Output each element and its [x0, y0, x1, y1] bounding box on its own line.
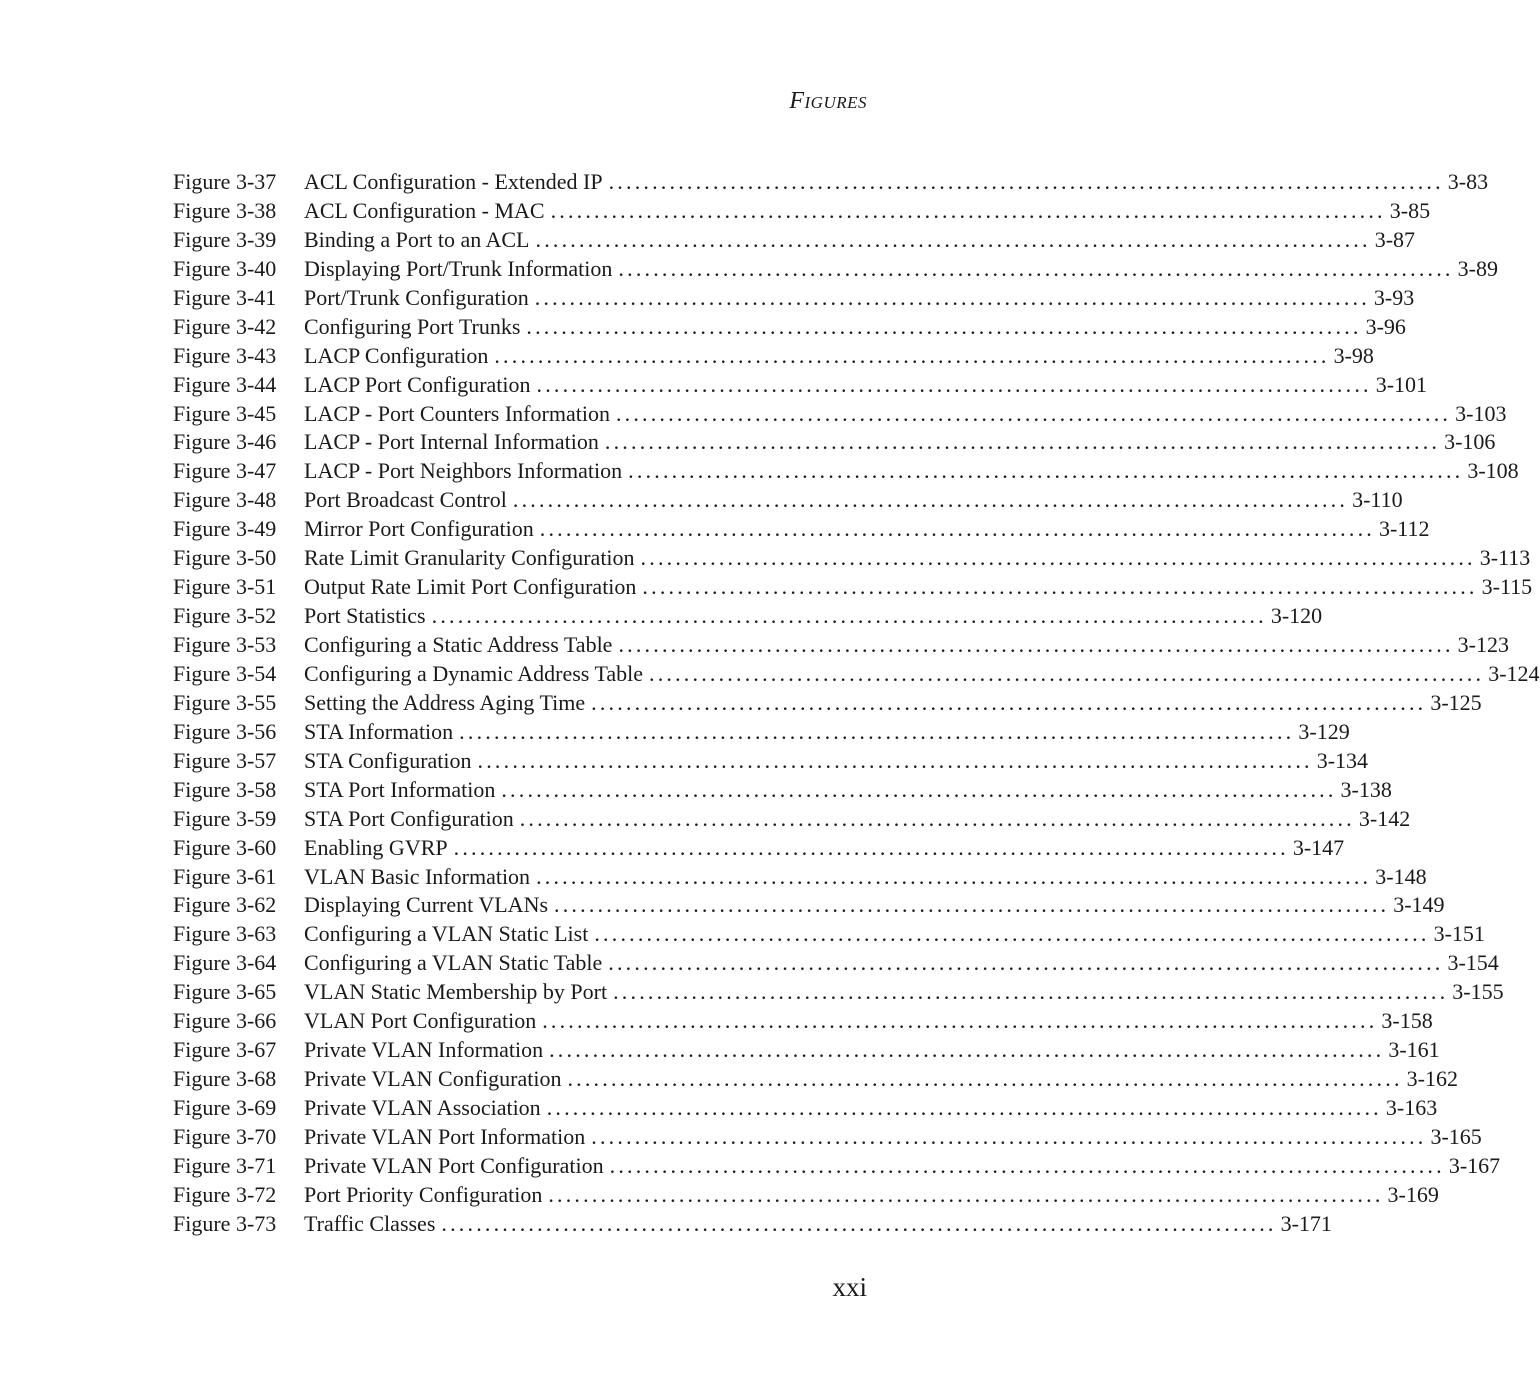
- dot-leader: ................................................................................................: [649, 660, 1485, 686]
- figure-title: Private VLAN Configuration: [304, 1066, 562, 1092]
- figure-page: 3-163: [1385, 1095, 1438, 1120]
- dot-leader: ................................................................................................: [615, 400, 1452, 426]
- figure-number: Figure 3-43: [173, 342, 277, 368]
- figure-title: LACP - Port Neighbors Information: [304, 458, 623, 484]
- figure-title: Configuring a VLAN Static Table: [304, 950, 603, 976]
- figure-number: Figure 3-53: [173, 632, 277, 657]
- figure-number: Figure 3-58: [173, 776, 277, 802]
- list-item: [173, 834, 1345, 863]
- figure-number: Figure 3-39: [173, 226, 277, 252]
- figure-title: Private VLAN Port Configuration: [304, 1152, 604, 1178]
- figure-page: 3-129: [1298, 718, 1350, 744]
- figure-title: VLAN Port Configuration: [304, 1008, 537, 1034]
- dot-leader: ................................................................................................: [535, 226, 1371, 252]
- figure-title: ACL Configuration - MAC: [304, 197, 545, 223]
- running-head: Figures: [789, 88, 867, 114]
- figure-page: 3-110: [1352, 487, 1403, 513]
- figure-title: Setting the Address Aging Time: [304, 689, 586, 715]
- figure-number: Figure 3-56: [173, 718, 277, 744]
- dot-leader: ................................................................................................: [628, 458, 1464, 484]
- figure-number: Figure 3-40: [173, 255, 277, 281]
- dot-leader: ................................................................................................: [536, 863, 1372, 889]
- figure-page: 3-96: [1365, 313, 1406, 339]
- figure-title: Output Rate Limit Port Configuration: [304, 574, 637, 600]
- figure-title: Port Statistics: [304, 603, 426, 629]
- figure-number: Figure 3-70: [173, 1123, 277, 1149]
- figure-number: Figure 3-63: [173, 921, 277, 947]
- dot-leader: ................................................................................................: [594, 921, 1430, 947]
- list-item: [173, 1210, 1332, 1239]
- figure-title: Displaying Port/Trunk Information: [304, 255, 613, 281]
- figure-page: 3-167: [1448, 1152, 1501, 1178]
- page-number: xxi: [832, 1272, 867, 1302]
- list-item: [173, 428, 1496, 457]
- figure-number: Figure 3-42: [173, 313, 277, 339]
- dot-leader: ................................................................................................: [642, 574, 1478, 600]
- list-item: [173, 689, 1482, 718]
- dot-leader: ................................................................................................: [512, 487, 1349, 513]
- dot-leader: ................................................................................................: [549, 1037, 1385, 1063]
- figure-title: Port Priority Configuration: [304, 1181, 543, 1207]
- figure-number: Figure 3-57: [173, 747, 277, 773]
- dot-leader: ................................................................................................: [604, 429, 1441, 455]
- figure-page: 3-120: [1270, 603, 1323, 629]
- figure-page: 3-148: [1375, 863, 1427, 889]
- figure-number: Figure 3-46: [173, 429, 277, 455]
- figure-page: 3-83: [1447, 169, 1489, 194]
- list-item: [173, 747, 1369, 776]
- list-item: [173, 949, 1499, 978]
- figure-page: 3-138: [1340, 776, 1392, 802]
- figure-title: ACL Configuration - Extended IP: [304, 169, 603, 194]
- list-item: [173, 1094, 1438, 1123]
- list-item: [173, 197, 1431, 226]
- dot-leader: ................................................................................................: [640, 545, 1476, 571]
- list-item: [173, 457, 1519, 486]
- list-item: [173, 342, 1374, 371]
- list-item: [173, 544, 1531, 573]
- dot-leader: ................................................................................................: [618, 632, 1454, 657]
- figure-number: Figure 3-55: [173, 689, 277, 715]
- figure-number: Figure 3-59: [173, 805, 277, 831]
- figure-title: Enabling GVRP: [304, 834, 448, 860]
- figure-page: 3-124: [1488, 660, 1540, 686]
- list-item: [173, 1123, 1482, 1152]
- dot-leader: ................................................................................................: [477, 747, 1313, 773]
- dot-leader: ................................................................................................: [542, 1008, 1378, 1034]
- figure-page: 3-134: [1316, 747, 1369, 773]
- list-item: [173, 660, 1540, 689]
- figure-page: 3-151: [1433, 921, 1485, 947]
- figure-page: 3-158: [1381, 1008, 1433, 1034]
- dot-leader: ................................................................................................: [548, 1181, 1384, 1207]
- figure-title: Port Broadcast Control: [304, 487, 507, 513]
- list-item: [173, 920, 1485, 949]
- dot-leader: ................................................................................................: [618, 255, 1454, 281]
- dot-leader: ................................................................................................: [567, 1066, 1403, 1092]
- figure-title: LACP Port Configuration: [304, 371, 531, 397]
- figure-number: Figure 3-67: [173, 1037, 277, 1063]
- dot-leader: ................................................................................................: [441, 1210, 1277, 1236]
- figure-page: 3-123: [1457, 632, 1509, 657]
- figure-title: Binding a Port to an ACL: [304, 226, 530, 252]
- dot-leader: ................................................................................................: [591, 1123, 1427, 1149]
- list-item: [173, 226, 1416, 255]
- figure-page: 3-113: [1479, 545, 1531, 571]
- dot-leader: ................................................................................................: [539, 516, 1375, 542]
- dot-leader: ................................................................................................: [453, 834, 1289, 860]
- figure-title: LACP Configuration: [304, 342, 489, 368]
- figure-number: Figure 3-60: [173, 834, 277, 860]
- figure-number: Figure 3-73: [173, 1210, 277, 1236]
- figure-page: 3-115: [1481, 574, 1533, 600]
- figure-title: Mirror Port Configuration: [304, 516, 534, 542]
- list-item: [173, 255, 1498, 284]
- figure-page: 3-161: [1388, 1037, 1440, 1063]
- figure-number: Figure 3-49: [173, 516, 277, 542]
- list-item: [173, 718, 1350, 747]
- figure-number: Figure 3-69: [173, 1095, 277, 1120]
- list-item: [173, 168, 1489, 197]
- figure-page: 3-171: [1280, 1210, 1332, 1236]
- dot-leader: ................................................................................................: [459, 718, 1295, 744]
- figure-title: Port/Trunk Configuration: [304, 284, 529, 310]
- figure-number: Figure 3-50: [173, 545, 277, 571]
- list-item: [173, 1181, 1439, 1210]
- dot-leader: ................................................................................................: [608, 950, 1444, 976]
- dot-leader: ................................................................................................: [501, 776, 1337, 802]
- figure-number: Figure 3-54: [173, 660, 277, 686]
- list-item: [173, 776, 1392, 805]
- figure-page: 3-149: [1393, 892, 1445, 918]
- figure-number: Figure 3-48: [173, 487, 277, 513]
- figure-page: 3-147: [1292, 834, 1345, 860]
- figure-number: Figure 3-66: [173, 1008, 277, 1034]
- list-item: [173, 1152, 1501, 1181]
- figure-title: Private VLAN Information: [304, 1037, 544, 1063]
- figure-number: Figure 3-71: [173, 1152, 277, 1178]
- figure-number: Figure 3-52: [173, 603, 277, 629]
- dot-leader: ................................................................................................: [591, 689, 1427, 715]
- figure-page: 3-89: [1457, 255, 1498, 281]
- figure-page: 3-98: [1333, 342, 1374, 368]
- figure-number: Figure 3-37: [173, 169, 277, 194]
- figure-page: 3-154: [1447, 950, 1499, 976]
- figure-title: LACP - Port Internal Information: [304, 429, 599, 455]
- figure-title: Traffic Classes: [304, 1210, 436, 1236]
- dot-leader: ................................................................................................: [550, 197, 1386, 223]
- list-item: [173, 486, 1403, 515]
- dot-leader: ................................................................................................: [536, 371, 1372, 397]
- dot-leader: ................................................................................................: [554, 892, 1390, 918]
- list-item: [173, 1007, 1433, 1036]
- figure-page: 3-85: [1389, 197, 1431, 223]
- figure-number: Figure 3-38: [173, 197, 277, 223]
- figure-page: 3-93: [1373, 284, 1415, 310]
- figure-page: 3-162: [1406, 1066, 1458, 1092]
- figure-number: Figure 3-62: [173, 892, 277, 918]
- list-item: [173, 371, 1428, 400]
- figure-title: Private VLAN Association: [304, 1095, 541, 1120]
- figure-title: STA Configuration: [304, 747, 472, 773]
- dot-leader: ................................................................................................: [534, 284, 1370, 310]
- figure-title: Displaying Current VLANs: [304, 892, 549, 918]
- list-item: [173, 313, 1406, 342]
- dot-leader: ................................................................................................: [519, 805, 1355, 831]
- figure-page: 3-125: [1430, 689, 1482, 715]
- list-item: [173, 891, 1445, 920]
- figure-number: Figure 3-51: [173, 574, 277, 600]
- figure-number: Figure 3-45: [173, 400, 277, 426]
- figure-title: Configuring Port Trunks: [304, 313, 521, 339]
- figure-page: 3-142: [1358, 805, 1411, 831]
- figure-page: 3-103: [1455, 400, 1507, 426]
- list-item: [173, 631, 1509, 660]
- figure-page: 3-155: [1452, 979, 1504, 1005]
- list-item: [173, 284, 1415, 313]
- figure-number: Figure 3-72: [173, 1181, 277, 1207]
- figure-page: 3-112: [1378, 516, 1430, 542]
- list-item: [173, 805, 1411, 834]
- list-item: [173, 863, 1427, 892]
- figure-title: STA Information: [304, 718, 454, 744]
- figure-page: 3-169: [1387, 1181, 1439, 1207]
- dot-leader: ................................................................................................: [494, 342, 1330, 368]
- figure-page: 3-165: [1430, 1123, 1482, 1149]
- figure-number: Figure 3-64: [173, 950, 277, 976]
- dot-leader: ................................................................................................: [431, 603, 1267, 629]
- list-item: [173, 978, 1504, 1007]
- dot-leader: ................................................................................................: [608, 169, 1444, 194]
- figure-title: STA Port Information: [304, 776, 496, 802]
- dot-leader: ................................................................................................: [546, 1095, 1382, 1120]
- dot-leader: ................................................................................................: [526, 313, 1362, 339]
- list-item: [173, 515, 1430, 544]
- figure-title: Private VLAN Port Information: [304, 1123, 586, 1149]
- figure-number: Figure 3-61: [173, 863, 277, 889]
- figure-title: VLAN Static Membership by Port: [304, 979, 608, 1005]
- figure-title: Configuring a VLAN Static List: [304, 921, 589, 947]
- figure-page: 3-101: [1375, 371, 1428, 397]
- figure-title: LACP - Port Counters Information: [304, 400, 610, 426]
- figure-title: STA Port Configuration: [304, 805, 514, 831]
- figure-page: 3-87: [1374, 226, 1416, 252]
- dot-leader: ................................................................................................: [609, 1152, 1445, 1178]
- figure-title: Configuring a Static Address Table: [304, 632, 613, 657]
- figure-number: Figure 3-68: [173, 1066, 277, 1092]
- figure-number: Figure 3-65: [173, 979, 277, 1005]
- list-item: [173, 602, 1323, 631]
- figure-number: Figure 3-44: [173, 371, 277, 397]
- list-item: [173, 400, 1507, 429]
- list-item: [173, 1065, 1458, 1094]
- figure-number: Figure 3-47: [173, 458, 277, 484]
- figure-number: Figure 3-41: [173, 284, 277, 310]
- figure-title: VLAN Basic Information: [304, 863, 531, 889]
- list-item: [173, 573, 1533, 602]
- figure-page: 3-106: [1444, 429, 1496, 455]
- figure-page: 3-108: [1467, 458, 1519, 484]
- figure-title: Configuring a Dynamic Address Table: [304, 660, 643, 686]
- dot-leader: ................................................................................................: [613, 979, 1449, 1005]
- list-of-figures: [173, 168, 1540, 1239]
- list-item: [173, 1036, 1440, 1065]
- figure-title: Rate Limit Granularity Configuration: [304, 545, 635, 571]
